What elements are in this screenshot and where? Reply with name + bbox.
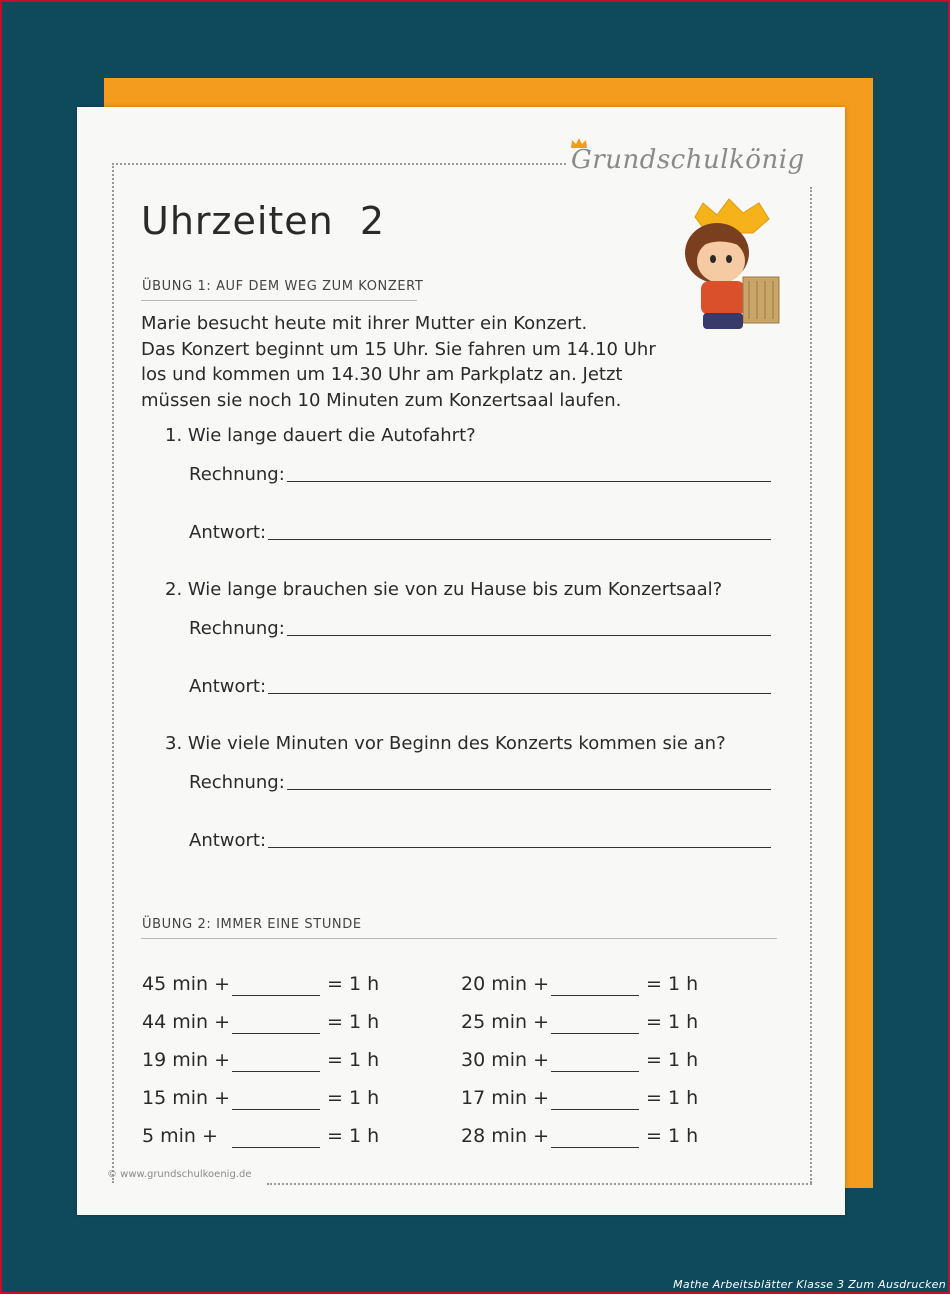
equation-amount: 19 min +: [142, 1049, 231, 1071]
intro-line: Das Konzert beginnt um 15 Uhr. Sie fahren um 14.10 Uhr: [141, 338, 656, 360]
equation-amount: 5 min +: [142, 1125, 218, 1147]
equation-blank[interactable]: [232, 1147, 320, 1148]
calculation-line[interactable]: [287, 635, 771, 636]
exercise1-rule: [141, 300, 417, 301]
equation-amount: 25 min +: [461, 1011, 550, 1033]
answer-label: Antwort:: [189, 676, 267, 697]
equation-result: = 1 h: [646, 1049, 699, 1071]
answer-label: Antwort:: [189, 830, 267, 851]
exercise1-heading: ÜBUNG 1: AUF DEM WEG ZUM KONZERT: [142, 279, 424, 294]
worksheet-page: [77, 107, 845, 1215]
equation-blank[interactable]: [232, 1033, 320, 1034]
equation-blank[interactable]: [551, 995, 639, 996]
answer-line[interactable]: [268, 847, 771, 848]
equation-amount: 17 min +: [461, 1087, 550, 1109]
calculation-row-1: [189, 459, 771, 485]
equation-blank[interactable]: [551, 1109, 639, 1110]
brand-logo: Grundschulkönig: [571, 145, 805, 175]
equation-result: = 1 h: [646, 1011, 699, 1033]
equation-blank[interactable]: [551, 1033, 639, 1034]
answer-row-1: [189, 517, 771, 543]
equation-result: = 1 h: [327, 973, 380, 995]
child-with-crown-illustration: [677, 195, 787, 331]
calculation-row-3: [189, 767, 771, 793]
dotted-border-top: [112, 163, 566, 165]
answer-row-3: [189, 825, 771, 851]
equation-blank[interactable]: [551, 1071, 639, 1072]
exercise2-heading: ÜBUNG 2: IMMER EINE STUNDE: [142, 917, 362, 932]
question-3: 3. Wie viele Minuten vor Beginn des Konzerts kommen sie an?: [165, 733, 726, 754]
equation-result: = 1 h: [327, 1011, 380, 1033]
exercise2-rule: [141, 938, 777, 939]
question-1: 1. Wie lange dauert die Autofahrt?: [165, 425, 476, 446]
dotted-border-left: [112, 163, 114, 1183]
answer-row-2: [189, 671, 771, 697]
equation-amount: 28 min +: [461, 1125, 550, 1147]
calculation-label: Rechnung:: [189, 464, 285, 485]
calculation-line[interactable]: [287, 481, 771, 482]
equation-result: = 1 h: [327, 1049, 380, 1071]
equation-result: = 1 h: [646, 1125, 699, 1147]
equation-amount: 20 min +: [461, 973, 550, 995]
dotted-border-right: [810, 187, 812, 1183]
calculation-line[interactable]: [287, 789, 771, 790]
equation-result: = 1 h: [327, 1125, 380, 1147]
image-caption: Mathe Arbeitsblätter Klasse 3 Zum Ausdrucken: [673, 1278, 946, 1291]
question-2: 2. Wie lange brauchen sie von zu Hause bis zum Konzertsaal?: [165, 579, 723, 600]
equation-amount: 45 min +: [142, 973, 231, 995]
intro-line: los und kommen um 14.30 Uhr am Parkplatz an. Jetzt: [141, 364, 623, 385]
equation-blank[interactable]: [551, 1147, 639, 1148]
footer-copyright: © www.grundschulkoenig.de: [107, 1169, 252, 1180]
answer-line[interactable]: [268, 539, 771, 540]
page-title: Uhrzeiten 2: [141, 199, 386, 243]
calculation-label: Rechnung:: [189, 772, 285, 793]
equation-amount: 15 min +: [142, 1087, 231, 1109]
exercise1-intro: [141, 311, 681, 413]
intro-line: müssen sie noch 10 Minuten zum Konzertsaal laufen.: [141, 389, 622, 411]
calculation-label: Rechnung:: [189, 618, 285, 639]
equation-result: = 1 h: [646, 973, 699, 995]
equation-blank[interactable]: [232, 995, 320, 996]
equation-amount: 44 min +: [142, 1011, 231, 1033]
equation-amount: 30 min +: [461, 1049, 550, 1071]
dotted-border-bottom: [267, 1183, 812, 1185]
equation-result: = 1 h: [646, 1087, 699, 1109]
equation-blank[interactable]: [232, 1109, 320, 1110]
calculation-row-2: [189, 613, 771, 639]
answer-label: Antwort:: [189, 522, 267, 543]
equation-blank[interactable]: [232, 1071, 320, 1072]
intro-line: Marie besucht heute mit ihrer Mutter ein Konzert.: [141, 313, 588, 334]
equation-result: = 1 h: [327, 1087, 380, 1109]
answer-line[interactable]: [268, 693, 771, 694]
